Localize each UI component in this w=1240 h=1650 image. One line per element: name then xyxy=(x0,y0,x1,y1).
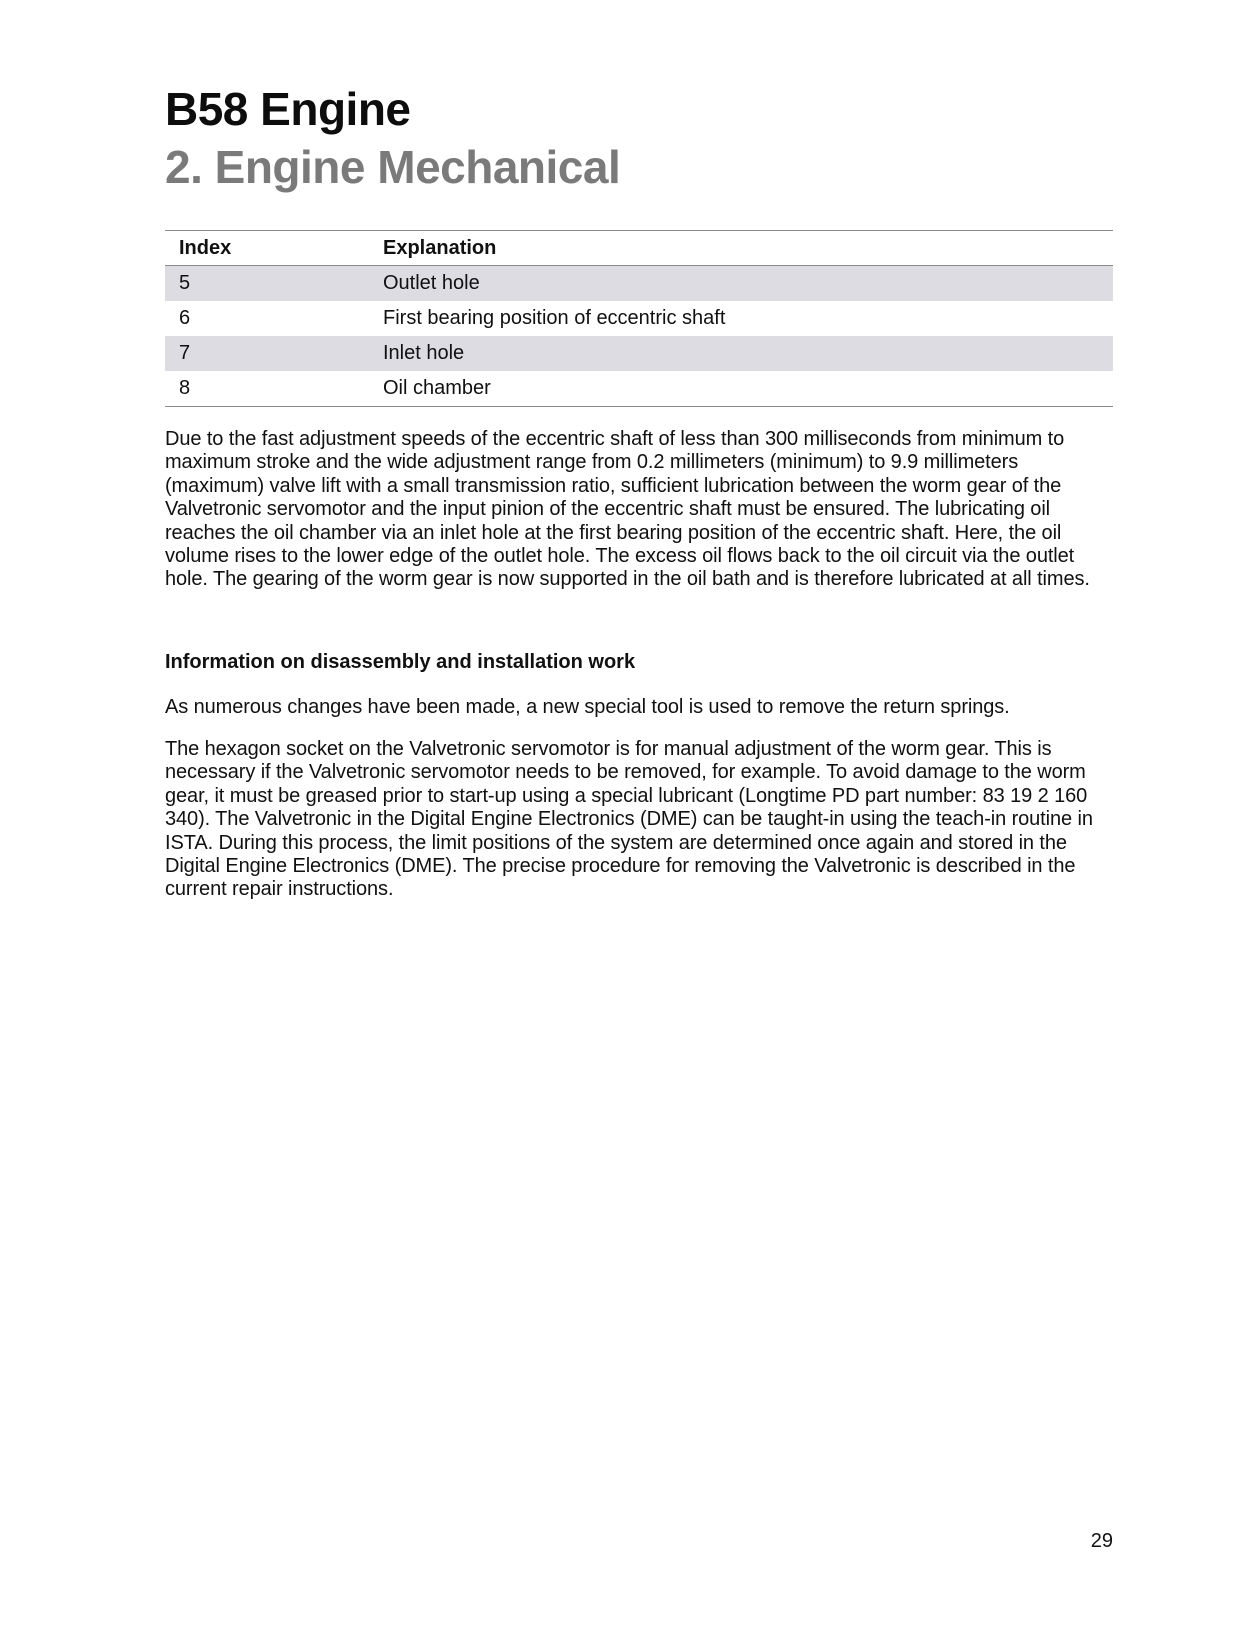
table-row xyxy=(165,266,1113,302)
cell-explanation: Outlet hole xyxy=(369,266,1113,302)
cell-explanation: Inlet hole xyxy=(369,336,1113,371)
chapter-title: 2. Engine Mechanical xyxy=(165,141,621,193)
table-row xyxy=(165,301,1113,336)
page-number: 29 xyxy=(1090,1530,1113,1552)
paragraph-hexagon-socket: The hexagon socket on the Valvetronic servomotor is for manual adjustment of the worm gear. This is necessary if the Valvetronic servomotor needs to be removed, for example. To avoid damage to the worm gear, it must be greased prior to start-up using a special lubricant (Longtime PD part number: 83 19 2 160 340). The Valvetronic in the Digital Engine Electronics (DME) can be taught-in using the teach-in routine in ISTA. During this process, the limit positions of the system are determined once again and stored in the Digital Engine Electronics (DME). The precise procedure for removing the Valvetronic is described in the current repair instructions. xyxy=(165,738,1093,901)
cell-explanation: First bearing position of eccentric shaft xyxy=(383,307,726,329)
section-heading: Information on disassembly and installation work xyxy=(165,651,636,673)
table-header-row xyxy=(165,231,1113,266)
table-row xyxy=(165,371,1113,406)
cell-index: 6 xyxy=(179,307,191,329)
paragraph-lubrication: Due to the fast adjustment speeds of the eccentric shaft of less than 300 milliseconds from minimum to maximum stroke and the wide adjustment range from 0.2 millimeters (minimum) to 9.9 millimeters (maximum) valve lift with a small transmission ratio, sufficient lubrication between the worm gear of the Valvetronic servomotor and the input pinion of the eccentric shaft must be ensured. The lubricating oil reaches the oil chamber via an inlet hole at the first bearing position of the eccentric shaft. Here, the oil volume rises to the lower edge of the outlet hole. The excess oil flows back to the oil circuit via the outlet hole. The gearing of the worm gear is now supported in the oil bath and is therefore lubricated at all times. xyxy=(165,428,1090,591)
paragraph-special-tool: As numerous changes have been made, a new special tool is used to remove the return springs. xyxy=(165,696,1010,718)
table-row xyxy=(165,336,1113,371)
index-table xyxy=(165,230,1113,407)
cell-index: 5 xyxy=(165,266,369,302)
cell-explanation: Oil chamber xyxy=(383,377,491,399)
cell-index: 8 xyxy=(179,377,191,399)
cell-index: 7 xyxy=(165,336,369,371)
column-header-explanation: Explanation xyxy=(369,231,1113,266)
document-title: B58 Engine xyxy=(165,83,411,135)
column-header-index: Index xyxy=(165,231,369,266)
